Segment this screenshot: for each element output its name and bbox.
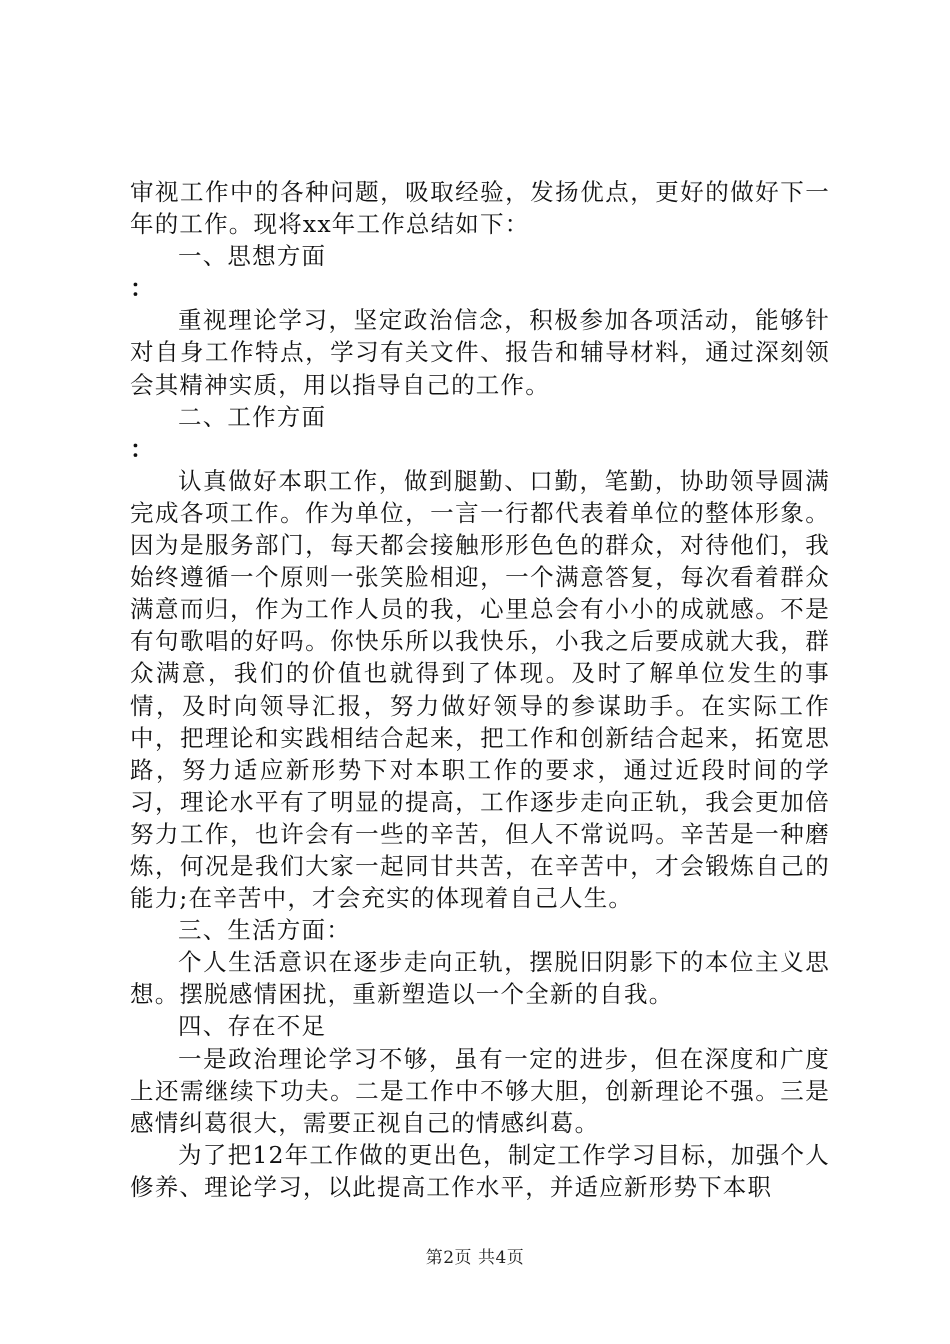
section-heading-thought: 一、思想方面 bbox=[178, 242, 327, 271]
paragraph-intro: 审视工作中的各种问题，吸取经验，发扬优点，更好的做好下一年的工作。现将xx年工作总结如下： bbox=[130, 178, 830, 239]
paragraph-goals: 为了把12年工作做的更出色，制定工作学习目标，加强个人修养、理论学习，以此提高工作水平，并适应新形势下本职 bbox=[130, 1140, 830, 1201]
colon-mark: ： bbox=[130, 434, 155, 463]
document-body bbox=[130, 176, 830, 1203]
paragraph-shortcomings: 一是政治理论学习不够，虽有一定的进步，但在深度和广度上还需继续下功夫。二是工作中不够大胆，创新理论不强。三是感情纠葛很大，需要正视自己的情感纠葛。 bbox=[130, 1044, 830, 1137]
section-heading-work: 二、工作方面 bbox=[178, 402, 327, 431]
section-heading-shortcomings: 四、存在不足 bbox=[178, 1012, 327, 1041]
colon-mark: ： bbox=[130, 274, 155, 303]
paragraph-thought: 重视理论学习，坚定政治信念，积极参加各项活动，能够针对自身工作特点，学习有关文件、报告和辅导材料，通过深刻领会其精神实质，用以指导自己的工作。 bbox=[130, 306, 830, 399]
paragraph-work: 认真做好本职工作，做到腿勤、口勤，笔勤，协助领导圆满完成各项工作。作为单位，一言一行都代表着单位的整体形象。因为是服务部门，每天都会接触形形色色的群众，对待他们，我始终遵循一个原则一张笑脸相迎，一个满意答复，每次看着群众满意而归，作为工作人员的我，心里总会有小小的成就感。不是有句歌唱的好吗。你快乐所以我快乐，小我之后要成就大我，群众满意，我们的价值也就得到了体现。及时了解单位发生的事情，及时向领导汇报，努力做好领导的参谋助手。在实际工作中，把理论和实践相结合起来，把工作和创新结合起来，拓宽思路，努力适应新形势下对本职工作的要求，通过近段时间的学习，理论水平有了明显的提高，工作逐步走向正轨，我会更加倍努力工作，也许会有一些的辛苦，但人不常说吗。辛苦是一种磨炼，何况是我们大家一起同甘共苦，在辛苦中，才会锻炼自己的能力;在辛苦中，才会充实的体现着自己人生。 bbox=[130, 466, 830, 913]
page-number-footer: 第2页 共4页 bbox=[425, 1248, 525, 1268]
paragraph-life: 个人生活意识在逐步走向正轨，摆脱旧阴影下的本位主义思想。摆脱感情困扰，重新塑造以一个全新的自我。 bbox=[130, 948, 830, 1009]
section-heading-life: 三、生活方面： bbox=[178, 916, 351, 945]
